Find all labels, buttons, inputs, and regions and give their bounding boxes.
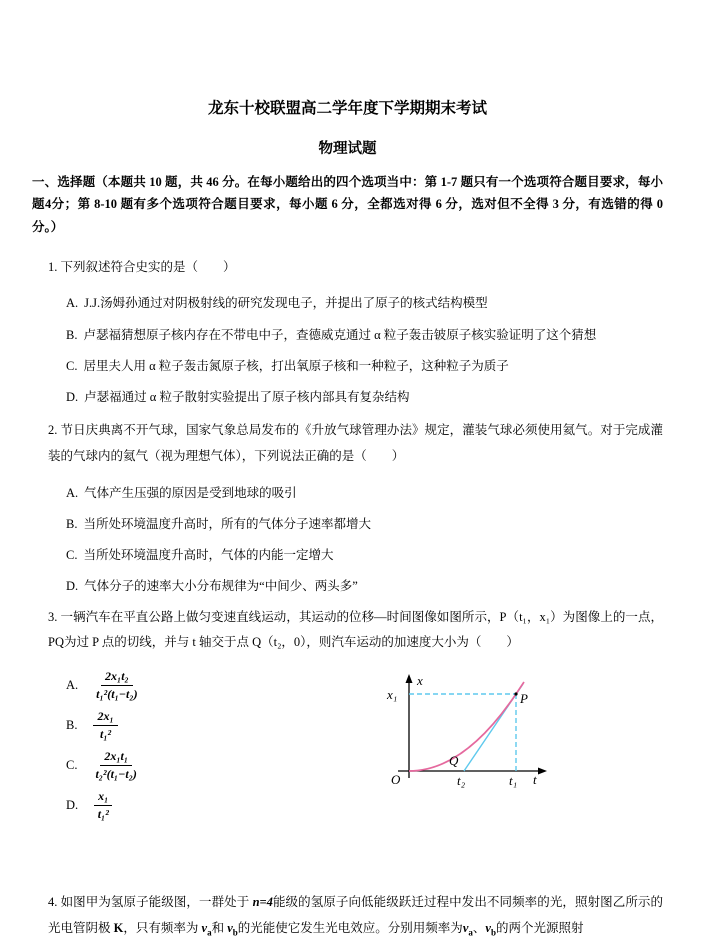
question-1-option-c: C. 居里夫人用 α 粒子轰击氮原子核，打出氧原子核和一种粒子，这种粒子为质子 [66,358,509,373]
x1-label: x₁ [387,686,398,702]
question-1-options [48,295,663,405]
question-2 [48,418,663,594]
question-3-option-a: A. $\frac{\text{2x₁t₂}}{\text{t₁²(t₁−t₂)}}$ [66,668,138,702]
question-1-stem: 1. 下列叙述符合史实的是（ ） [48,259,236,274]
origin-label: O [391,771,401,787]
t1-label: t₁ [509,772,518,788]
question-3-stem: 3. 一辆汽车在平直公路上做匀变速直线运动，其运动的位移—时间图像如图所示，P（t₁，x₁）为图像上的一点，PQ为过 P 点的切线，并与 t 轴交于点 Q（t₂，0），则汽车运动的加速度大小为（ ） [48,609,663,650]
question-2-option-c: C. 当所处环境温度升高时，气体的内能一定增大 [66,548,334,563]
question-2-option-d: D. 气体分子的速率大小分布规律为“中间少、两头多” [66,579,358,594]
section-heading: 一、选择题（本题共 10 题，共 46 分。在每小题给出的四个选项当中：第 1-7 题只有一个选项符合题目要求，每小题4分；第 8-10 题有多个选项符合题目要求，每小题 6 分，全都选对得 6 分，选对但不全得 3 分，有选错的得 0 分。） [32,175,663,234]
nu-b: ν [485,920,491,935]
t2-label: t₂ [457,772,466,788]
x-axis-label: t [533,771,537,787]
y-axis-label: x [417,672,423,688]
question-2-stem: 2. 节日庆典离不开气球，国家气象总局发布的《升放气球管理办法》规定，灌装气球必须使用氦气。对于完成灌装的气球内的氦气（视为理想气体），下列说法正确的是（ ） [48,423,663,463]
question-2-option-a: A. 气体产生压强的原因是受到地球的吸引 [66,485,297,500]
question-3-options [48,662,348,826]
cathode-k: K [113,920,124,935]
question-3-option-d: D. $\frac{\text{x₁}}{\text{t₁²}}$ [66,786,348,826]
question-1-option-b: B. 卢瑟福猜想原子核内存在不带电中子，查德威克通过 α 粒子轰击铍原子核实验证明了这个猜想 [66,327,597,342]
p-label: P [520,690,528,706]
exam-subtitle: 物理试题 [318,141,377,157]
point-p [514,692,517,695]
q-label: Q [449,752,459,768]
x-axis-arrow [538,767,547,774]
question-2-options [48,485,663,595]
nu-a: ν [462,920,469,935]
question-3 [48,605,663,826]
question-1 [48,255,663,406]
fraction: $\frac{\text{2x₁t₁}}{\text{t₂²(t₁−t₂)}}$ [95,748,137,782]
nu-a: ν [201,920,208,935]
question-1-option-a: A. J.J.汤姆孙通过对阴极射线的研究发现电子，并提出了原子的核式结构模型 [66,296,488,311]
question-1-option-d: D. 卢瑟福通过 α 粒子散射实验提出了原子核内部具有复杂结构 [66,390,410,405]
question-4-stem: 4. 如图甲为氢原子能级图，一群处于 n=4能级的氢原子向低能级跃迁过程中发出不同频率的光，照射图乙所示的光电管阴极 K，只有频率为 $\nu_a$和 $\nu_b$的光能使它发生光电效应。分别用频率为$\nu_a$、$\nu_b$的两个光源照射 [48,894,663,937]
fraction: $\frac{\text{2x₁t₂}}{\text{t₁²(t₁−t₂)}}$ [96,668,138,702]
question-2-option-b: B. 当所处环境温度升高时，所有的气体分子速率都增大 [66,516,371,531]
y-axis-arrow [406,674,413,683]
displacement-time-graph [384,668,564,802]
exam-title: 龙东十校联盟高二学年度下学期期末考试 [207,100,487,117]
xt-graph-svg [384,668,564,798]
displacement-curve [409,682,524,771]
question-3-option-b: B. $\frac{\text{2x₁}}{\text{t₁²}}$ [66,706,348,746]
nu-b: ν [227,920,233,935]
question-3-body [48,662,663,826]
question-3-option-c: C. $\frac{\text{2x₁t₁}}{\text{t₂²(t₁−t₂)}}$ [66,748,137,782]
n-equals-4: n=4 [252,894,273,909]
fraction: $\frac{\text{x₁}}{\text{t₁²}}$ [94,789,112,823]
fraction: $\frac{\text{2x₁}}{\text{t₁²}}$ [93,709,117,743]
question-4 [48,890,663,941]
